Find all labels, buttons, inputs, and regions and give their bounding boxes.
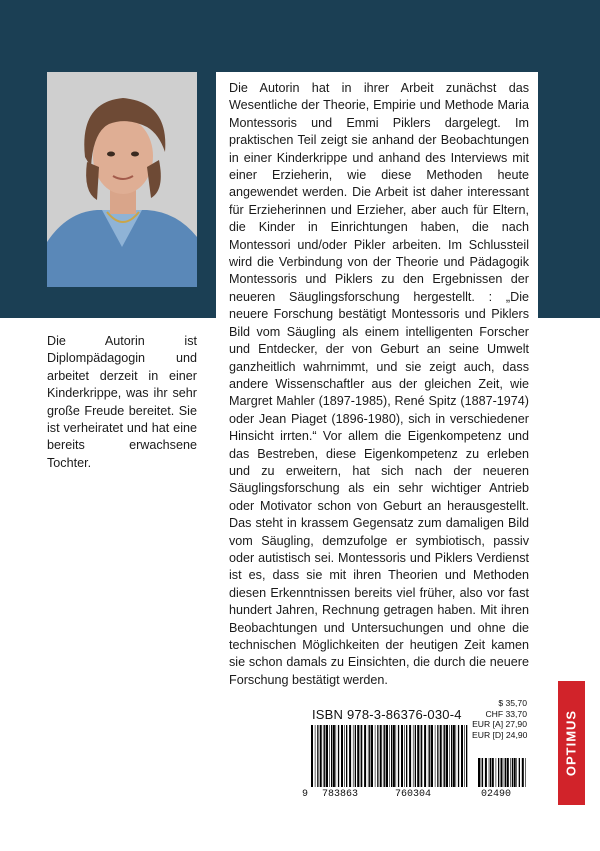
author-bio: Die Autorin ist Diplompädagogin und arbeitet derzeit in einer Kinderkrippe, was ihr sehr große Freude bereitet. Sie ist verheiratet und hat eine bereits erwachsene Tochter. bbox=[47, 334, 197, 470]
barcode-bar bbox=[456, 725, 457, 787]
barcode-bar bbox=[478, 758, 480, 787]
isbn-label: ISBN 978-3-86376-030-4 bbox=[312, 707, 462, 722]
barcode-bar bbox=[315, 725, 316, 787]
barcode-bar bbox=[431, 725, 433, 787]
barcode-bar bbox=[368, 725, 369, 787]
barcode bbox=[311, 725, 471, 787]
barcode-bar bbox=[353, 725, 354, 787]
barcode-bar bbox=[481, 758, 482, 787]
barcode-bar bbox=[386, 725, 388, 787]
barcode-bar bbox=[461, 725, 463, 787]
barcode-bar bbox=[421, 725, 422, 787]
barcode-bar bbox=[504, 758, 505, 787]
barcode-bar bbox=[336, 725, 337, 787]
barcode-bar bbox=[440, 725, 442, 787]
barcode-bar bbox=[393, 725, 395, 787]
barcode-bar bbox=[446, 725, 448, 787]
barcode-digits-right: 760304 bbox=[395, 789, 432, 800]
barcode-bar bbox=[341, 725, 343, 787]
barcode-bar bbox=[369, 725, 370, 787]
barcode-bar bbox=[424, 725, 426, 787]
barcode-bar bbox=[324, 725, 325, 787]
barcode-bar bbox=[401, 725, 403, 787]
barcode-bar bbox=[507, 758, 509, 787]
barcode-bar bbox=[380, 725, 382, 787]
barcode-bar bbox=[505, 758, 506, 787]
barcode-bar bbox=[413, 725, 414, 787]
blurb-text: Die Autorin hat in ihrer Arbeit zunächst das Wesentliche der Theorie, Empirie und Methode Maria Montessoris und Emmi Piklers dargelegt. Im praktischen Teil zeigt sie anhand der Beobachtungen in einer Kinderkrippe und anhand des Interviews mit einer Erzieherin, wie diese Methoden heute angewendet werden. Die Arbeit ist daher interessant für Erzieherinnen und Erzieher, aber auch für Eltern, die Kinder in Einrichtungen haben, die nach Montessori und/oder Pikler arbeiten. Im Schlussteil wird die Verbindung von der Theorie und Pädagogik Montessoris und Piklers zu den Ergebnissen der neueren Säuglingsforschung hergestellt. : „Die neuere Forschung bestätigt Montessoris und Piklers Bild vom Säugling als einem intelligenten Forscher und Entdecker, der von Geburt an seine Umwelt ganzheitlich wahrnimmt, und sie zeigt auch, dass andere Wissenschaftler aus der gleichen Zeit, wie Margret Mahler (1897-1985), René Spitz (1887-1974) oder Jean Piaget (1896-1980), sich in verschiedener Hinsicht irrten.“ Vor allem die Eigenkompetenz und das Bestreben, diese Eigenkompetenz zu erleben und zu erweitern, hat sich nach der neueren Säuglingsforschung als ein sehr wichtiger Antrieb oder Motivator schon von Geburt an herausgestellt. Das steht in krassem Gegensatz zum damaligen Bild vom Säugling, demzufolge er symbiotisch, passiv oder autistisch sei. Montessoris und Piklers Verdienst ist es, dass sie mit ihren Theorien und Methoden diesen Erkenntnissen bereits viel früher, also vor fast hundert Jahren, Rechnung getragen haben. Mit ihren Beobachtungen und Untersuchungen und ohne die technischen Möglichkeiten der heutigen Zeit kamen sie schon damals zu Einsichten, die durch die neuere Forschung bestätigt werden. bbox=[229, 81, 529, 687]
barcode-bar bbox=[428, 725, 429, 787]
barcode-bar bbox=[512, 758, 513, 787]
barcode-bar bbox=[485, 758, 487, 787]
barcode-bar bbox=[338, 725, 339, 787]
barcode-bar bbox=[377, 725, 378, 787]
barcode-bar bbox=[391, 725, 392, 787]
price-eur-d: EUR [D] 24,90 bbox=[472, 729, 528, 740]
barcode-bar bbox=[498, 758, 499, 787]
barcode-bar bbox=[344, 725, 345, 787]
barcode-bar bbox=[516, 758, 517, 787]
barcode-bar bbox=[329, 725, 330, 787]
barcode-bar bbox=[443, 725, 444, 787]
barcode-bar bbox=[415, 725, 416, 787]
barcode-bar bbox=[360, 725, 361, 787]
barcode-bar bbox=[490, 758, 491, 787]
publisher-logo-text: OPTIMUS bbox=[563, 709, 579, 777]
barcode-bar bbox=[435, 725, 436, 787]
barcode-bar bbox=[349, 725, 351, 787]
barcode-bar bbox=[492, 758, 494, 787]
barcode-bar bbox=[420, 725, 421, 787]
author-photo bbox=[47, 72, 197, 287]
barcode-bar bbox=[482, 758, 483, 787]
barcode-bar bbox=[406, 725, 407, 787]
barcode-bar bbox=[357, 725, 359, 787]
barcode-bar bbox=[331, 725, 332, 787]
barcode-bar bbox=[501, 758, 503, 787]
barcode-bar bbox=[404, 725, 405, 787]
barcode-bar bbox=[417, 725, 419, 787]
barcode-bar bbox=[355, 725, 356, 787]
barcode-bar bbox=[326, 725, 328, 787]
barcode-bar bbox=[522, 758, 524, 787]
barcode-bar bbox=[383, 725, 384, 787]
barcode-bar bbox=[409, 725, 411, 787]
barcode-bar bbox=[464, 725, 465, 787]
barcode-bar bbox=[398, 725, 399, 787]
barcode-bar bbox=[458, 725, 459, 787]
barcode-bar bbox=[453, 725, 455, 787]
barcode-digits-addon: 02490 bbox=[481, 789, 512, 800]
barcode-bar bbox=[429, 725, 430, 787]
barcode-bar bbox=[496, 758, 497, 787]
barcode-bar bbox=[514, 758, 516, 787]
barcode-bar bbox=[396, 725, 397, 787]
barcode-bar bbox=[389, 725, 390, 787]
barcode-bar bbox=[346, 725, 347, 787]
barcode-digits-left: 783863 bbox=[322, 789, 359, 800]
price-chf: CHF 33,70 bbox=[485, 708, 527, 719]
barcode-bar bbox=[333, 725, 335, 787]
barcode-bar bbox=[320, 725, 322, 787]
barcode-bar bbox=[437, 725, 438, 787]
barcode-bar bbox=[449, 725, 450, 787]
barcode-bar bbox=[489, 758, 490, 787]
barcode-bar bbox=[466, 725, 467, 787]
barcode-bar bbox=[525, 758, 526, 787]
barcode-bar bbox=[371, 725, 373, 787]
barcode-bar bbox=[384, 725, 385, 787]
barcode-bar bbox=[519, 758, 520, 787]
price-list bbox=[472, 698, 527, 740]
barcode-bar bbox=[364, 725, 366, 787]
barcode-addon bbox=[478, 758, 528, 787]
price-usd: $ 35,70 bbox=[498, 698, 527, 708]
barcode-bar bbox=[361, 725, 362, 787]
barcode-bar bbox=[311, 725, 313, 787]
barcode-bar bbox=[323, 725, 324, 787]
barcode-bar bbox=[375, 725, 376, 787]
price-eur-a: EUR [A] 27,90 bbox=[472, 719, 527, 730]
barcode-digit-prefix: 9 bbox=[302, 789, 309, 800]
barcode-bar bbox=[510, 758, 511, 787]
barcode-bar bbox=[317, 725, 318, 787]
author-portrait-image bbox=[47, 72, 197, 287]
barcode-bar bbox=[451, 725, 452, 787]
barcode-bar bbox=[444, 725, 445, 787]
